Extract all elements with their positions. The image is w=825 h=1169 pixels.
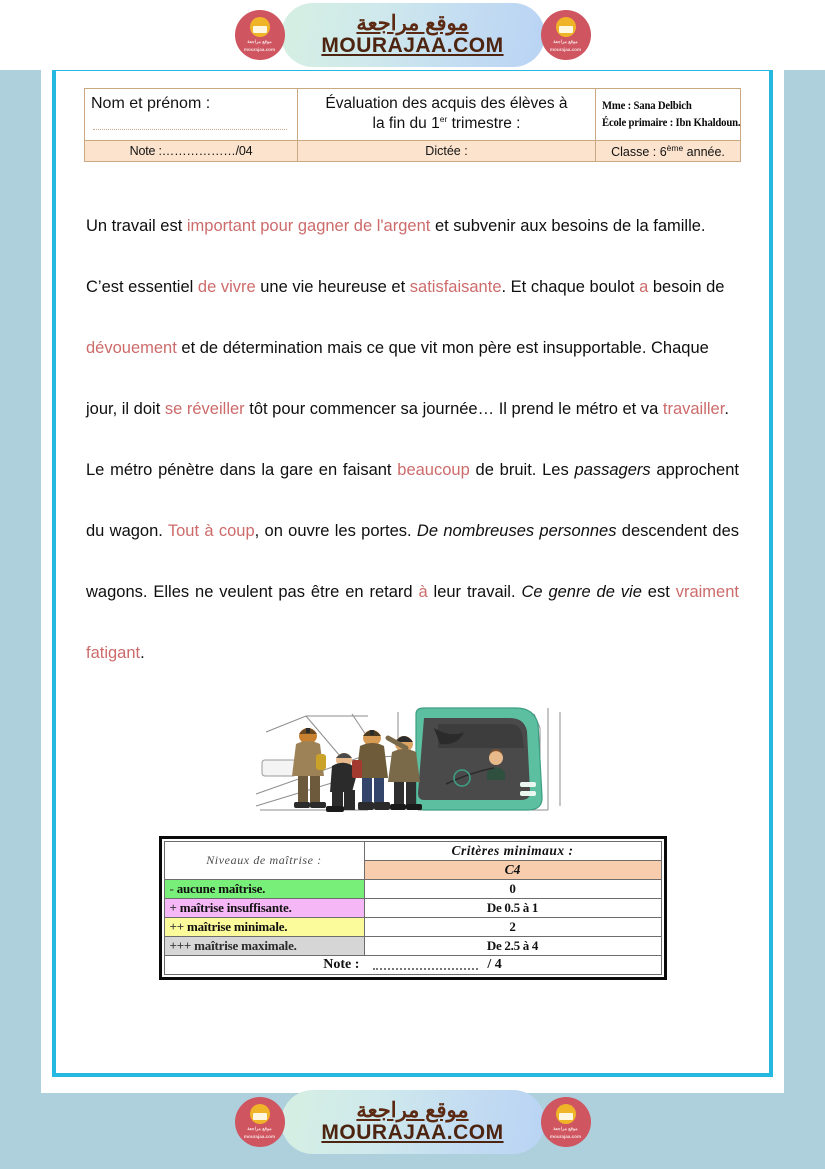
- text-run-3: de vivre: [197, 278, 256, 297]
- mastery-row: [164, 899, 661, 918]
- text-run-4: approchent du wagon.: [86, 461, 739, 541]
- mastery-criteria-value: De 2.5 à 4: [364, 937, 661, 956]
- evaluation-title-cell: [298, 89, 596, 141]
- final-note-blank[interactable]: [373, 968, 478, 970]
- book-emblem-icon: [556, 1104, 576, 1124]
- mourajaa-logo-left: [235, 10, 285, 60]
- text-run-5: satisfaisante: [409, 278, 502, 297]
- text-run-11: se réveiller: [164, 400, 245, 419]
- logo-arabic-label: موقع مراجعة: [553, 1126, 578, 1132]
- title-prefix: la fin du 1: [372, 115, 440, 133]
- title-ordinal-suffix: er: [439, 114, 448, 125]
- text-run-13: travailler: [662, 400, 725, 419]
- class-level-cell: [596, 141, 741, 162]
- worksheet-header-table: [84, 88, 741, 162]
- class-ordinal-suffix: ème: [666, 143, 684, 153]
- text-run-13: vraiment fatigant: [86, 583, 739, 663]
- book-emblem-icon: [250, 17, 270, 37]
- text-run-10: leur travail.: [427, 583, 522, 602]
- mastery-row: [164, 880, 661, 899]
- mastery-evaluation-table: [159, 836, 667, 980]
- text-run-11: Ce genre de vie: [521, 583, 642, 602]
- mourajaa-logo-left: [235, 1097, 285, 1147]
- text-run-5: Tout à coup: [167, 522, 255, 541]
- evaluation-title-line2: [304, 114, 589, 134]
- book-emblem-icon: [556, 17, 576, 37]
- text-run-0: Le métro pénètre dans la gare en faisant: [86, 461, 398, 480]
- watermark-site-bottom: MOURAJAA.COM: [321, 1121, 504, 1144]
- mastery-rows: [164, 880, 661, 956]
- criteria-header-cell: Critères minimaux :: [364, 842, 661, 861]
- school-name: École primaire : Ibn Khaldoun.: [602, 116, 741, 129]
- teacher-name: Mme : Sana Delbich: [602, 99, 692, 112]
- watermark-banner-top: [0, 0, 825, 70]
- mastery-level-label: ++ maîtrise minimale.: [164, 918, 364, 937]
- text-run-8: besoin de: [648, 278, 725, 297]
- mastery-row: [164, 937, 661, 956]
- mastery-level-sign: -: [169, 881, 174, 897]
- evaluation-title-line1: Évaluation des acquis des élèves à: [325, 95, 568, 113]
- logo-arabic-label: موقع مراجعة: [247, 39, 272, 45]
- dictation-text: [86, 196, 739, 684]
- watermark-site-top: MOURAJAA.COM: [321, 34, 504, 57]
- student-name-cell: [85, 89, 298, 141]
- mastery-criteria-value: 2: [364, 918, 661, 937]
- final-note-cell[interactable]: [164, 956, 661, 975]
- logo-site-label: mourajaa.com: [549, 1134, 582, 1139]
- student-name-write-line[interactable]: [93, 129, 287, 130]
- mastery-level-sign: +: [169, 900, 177, 916]
- text-run-2: de bruit. Les: [469, 461, 575, 480]
- levels-header-cell: Niveaux de maîtrise :: [164, 842, 364, 880]
- student-name-label: Nom et prénom :: [91, 95, 211, 112]
- logo-site-label: mourajaa.com: [243, 1134, 276, 1139]
- watermark-arabic-bottom: موقع مراجعة: [356, 1098, 469, 1122]
- logo-site-label: mourajaa.com: [549, 47, 582, 52]
- exercise-type-cell: Dictée :: [298, 141, 596, 162]
- note-score-cell[interactable]: Note :………………/04: [85, 141, 298, 162]
- mastery-level-label: +++ maîtrise maximale.: [164, 937, 364, 956]
- text-run-1: beaucoup: [397, 461, 470, 480]
- title-suffix: trimestre :: [447, 115, 521, 133]
- mastery-level-sign: +++: [169, 938, 192, 954]
- watermark-banner-bottom: [0, 1075, 825, 1169]
- text-run-4: une vie heureuse et: [255, 278, 410, 297]
- book-emblem-icon: [250, 1104, 270, 1124]
- mastery-level-sign: ++: [169, 919, 184, 935]
- text-run-2: et subvenir aux besoins de la famille. C’est essentiel: [86, 217, 706, 297]
- final-note-label: Note :: [323, 957, 360, 973]
- worksheet-frame: [52, 67, 773, 1077]
- dictation-paragraph-2: [86, 440, 739, 684]
- text-run-14: .: [140, 644, 145, 663]
- final-note-max: / 4: [487, 957, 502, 973]
- dictation-paragraph-1: [86, 196, 739, 440]
- text-run-3: passagers: [574, 461, 651, 480]
- mastery-row: [164, 918, 661, 937]
- mastery-criteria-value: 0: [364, 880, 661, 899]
- text-run-6: . Et chaque boulot: [501, 278, 640, 297]
- mourajaa-logo-right: [541, 10, 591, 60]
- text-run-1: important pour gagner de l'argent: [186, 217, 431, 236]
- text-run-14: .: [724, 400, 729, 419]
- illustration-svg: [248, 698, 578, 820]
- text-run-0: Un travail est: [86, 217, 187, 236]
- mastery-level-label: - aucune maîtrise.: [164, 880, 364, 899]
- text-run-7: a: [639, 278, 649, 297]
- text-run-10: et de détermination mais ce que vit mon père est insupportable. Chaque jour, il doit: [86, 339, 709, 419]
- logo-site-label: mourajaa.com: [243, 47, 276, 52]
- text-run-9: dévouement: [86, 339, 177, 358]
- class-suffix: année.: [683, 145, 725, 160]
- text-run-9: à: [418, 583, 428, 602]
- watermark-arabic-top: موقع مراجعة: [356, 11, 469, 35]
- text-run-6: , on ouvre les portes.: [254, 522, 417, 541]
- text-run-7: De nombreuses personnes: [416, 522, 617, 541]
- metro-passengers-illustration: [248, 698, 578, 820]
- text-run-12: tôt pour commencer sa journée… Il prend le métro et va: [244, 400, 663, 419]
- mastery-level-label: + maîtrise insuffisante.: [164, 899, 364, 918]
- logo-arabic-label: موقع مراجعة: [247, 1126, 272, 1132]
- mourajaa-logo-right: [541, 1097, 591, 1147]
- class-prefix: Classe : 6: [611, 145, 667, 160]
- text-run-12: est: [641, 583, 676, 602]
- logo-arabic-label: موقع مراجعة: [553, 39, 578, 45]
- criteria-code-cell: C4: [364, 861, 661, 880]
- mastery-criteria-value: De 0.5 à 1: [364, 899, 661, 918]
- teacher-info-cell: [596, 89, 741, 141]
- text-run-8: descendent des wagons. Elles ne veulent pas être en retard: [86, 522, 740, 602]
